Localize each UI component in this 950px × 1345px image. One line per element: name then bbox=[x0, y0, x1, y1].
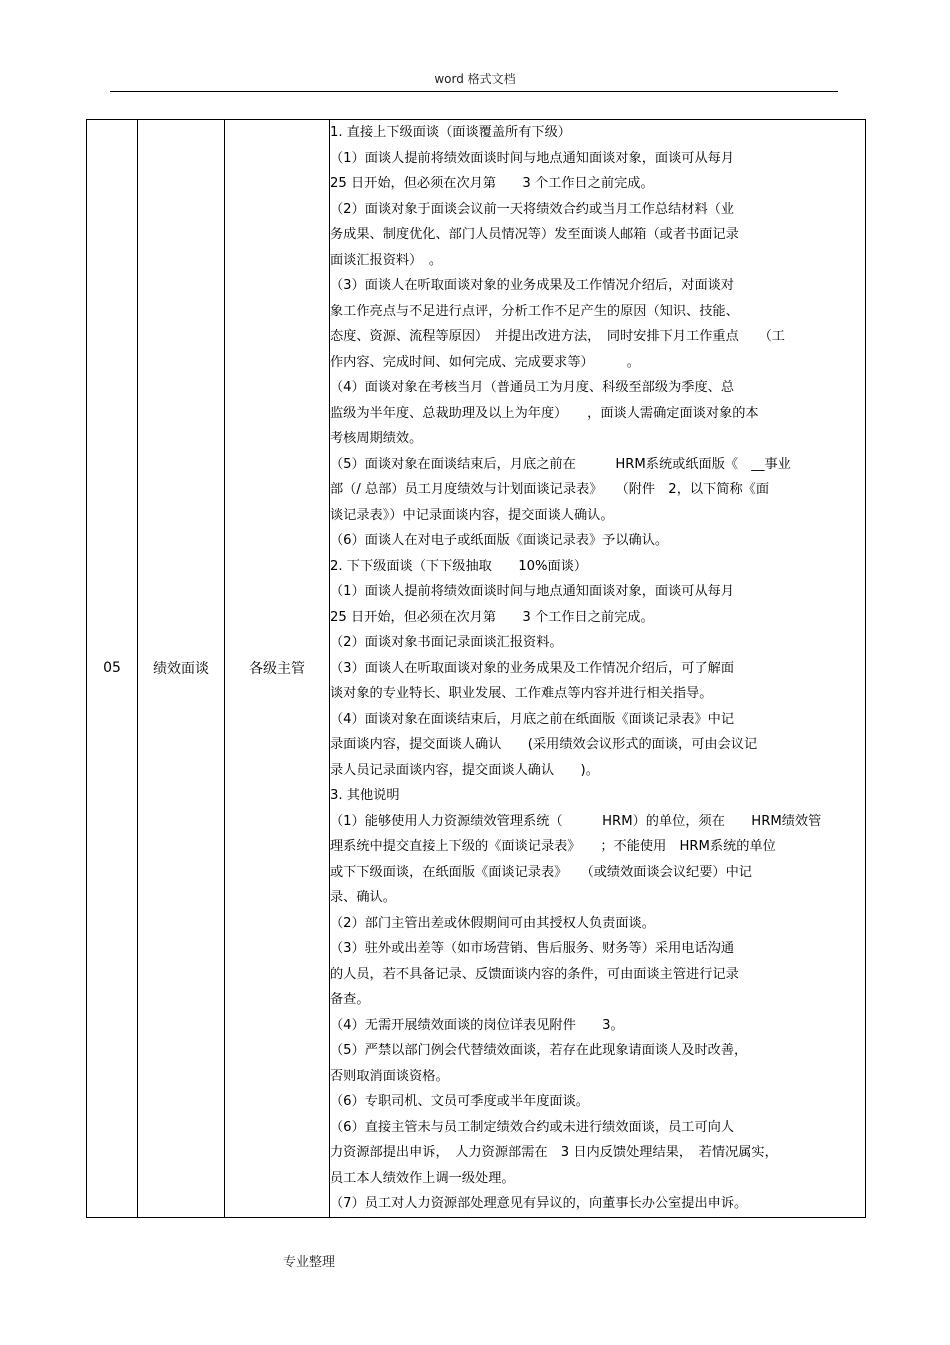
content-line: （7）员工对人力资源部处理意见有异议的，向董事长办公室提出申诉。 bbox=[330, 1196, 748, 1211]
content-line: （3）面谈人在听取面谈对象的业务成果及工作情况介绍后，可了解面 bbox=[330, 660, 735, 676]
content-line: 谈对象的专业特长、职业发展、工作难点等内容并进行相关指导。 bbox=[330, 686, 713, 701]
content-line: 25 日开始，但必须在次月第 3 个工作日之前完成。 bbox=[330, 176, 654, 191]
header-divider bbox=[110, 91, 838, 92]
content-line: 理系统中提交直接上下级的《面谈记录表》 ；不能使用 HRM系统的单位 bbox=[330, 839, 776, 854]
process-table bbox=[86, 119, 866, 1218]
content-line: 3. 其他说明 bbox=[330, 788, 400, 803]
content-line: 否则取消面谈资格。 bbox=[330, 1068, 449, 1084]
content-line: （1）能够使用人力资源绩效管理系统（ HRM）的单位，须在 HRM绩效管 bbox=[330, 813, 822, 829]
page-header: word 格式文档 bbox=[434, 72, 516, 86]
content-line: 谈记录表》）中记录面谈内容，提交面谈人确认。 bbox=[330, 507, 614, 523]
content-line: 部（/ 总部）员工月度绩效与计划面谈记录表》 （附件 2，以下简称《面 bbox=[330, 482, 770, 497]
content-line: 考核周期绩效。 bbox=[330, 431, 423, 446]
content-line: 的人员，若不具备记录、反馈面谈内容的条件，可由面谈主管进行记录 bbox=[330, 966, 739, 982]
content-line: 象工作亮点与不足进行点评，分析工作不足产生的原因（知识、技能、 bbox=[330, 303, 739, 319]
content-line: 录面谈内容，提交面谈人确认 (采用绩效会议形式的面谈，可由会议记 bbox=[330, 737, 758, 752]
content-line: （5）面谈对象在面谈结束后，月底之前在 HRM系统或纸面版《 __事业 bbox=[330, 456, 791, 472]
content-line: （5）严禁以部门例会代替绩效面谈，若存在此现象请面谈人及时改善， bbox=[330, 1043, 748, 1058]
table-row bbox=[87, 120, 866, 1218]
content-line: 或下下级面谈，在纸面版《面谈记录表》 （或绩效面谈会议纪要）中记 bbox=[330, 864, 752, 880]
content-line: （2）面谈对象书面记录面谈汇报资料。 bbox=[330, 635, 563, 650]
content-line: 监级为半年度、总裁助理及以上为年度） ，面谈人需确定面谈对象的本 bbox=[330, 405, 759, 421]
content-line: （3）面谈人在听取面谈对象的业务成果及工作情况介绍后，对面谈对 bbox=[330, 278, 735, 293]
content-line: 2. 下下级面谈（下下级抽取 10%面谈） bbox=[330, 558, 588, 574]
content-line: （1）面谈人提前将绩效面谈时间与地点通知面谈对象，面谈可从每月 bbox=[330, 150, 735, 166]
content-line: （6）面谈人在对电子或纸面版《面谈记录表》予以确认。 bbox=[330, 533, 669, 548]
row-content bbox=[330, 120, 866, 1218]
content-line: 1. 直接上下级面谈（面谈覆盖所有下级） bbox=[330, 125, 571, 140]
content-line: （4）无需开展绩效面谈的岗位详表见附件 3。 bbox=[330, 1017, 624, 1033]
row-number: 05 bbox=[87, 120, 138, 1218]
content-line: （6）直接主管未与员工制定绩效合约或未进行绩效面谈，员工可向人 bbox=[330, 1119, 735, 1135]
content-line: 态度、资源、流程等原因） 并提出改进方法， 同时安排下月工作重点 （工 bbox=[330, 329, 785, 344]
content-line: （4）面谈对象在考核当月（普通员工为月度、科级至部级为季度、总 bbox=[330, 380, 735, 395]
content-line: 录人员记录面谈内容，提交面谈人确认 )。 bbox=[330, 762, 599, 778]
page-footer: 专业整理 bbox=[283, 1255, 336, 1270]
content-line: 面谈汇报资料） 。 bbox=[330, 252, 443, 268]
content-lines bbox=[330, 120, 865, 1217]
content-line: （4）面谈对象在面谈结束后，月底之前在纸面版《面谈记录表》中记 bbox=[330, 711, 735, 727]
content-line: 备查。 bbox=[330, 992, 370, 1007]
row-responsible: 各级主管 bbox=[225, 120, 330, 1218]
content-line: 作内容、完成时间、如何完成、完成要求等） 。 bbox=[330, 354, 640, 370]
content-line: （2）面谈对象于面谈会议前一天将绩效合约或当月工作总结材料（业 bbox=[330, 201, 735, 217]
content-line: 务成果、制度优化、部门人员情况等）发至面谈人邮箱（或者书面记录 bbox=[330, 227, 739, 242]
row-item-name: 绩效面谈 bbox=[138, 120, 225, 1218]
content-line: 25 日开始，但必须在次月第 3 个工作日之前完成。 bbox=[330, 609, 654, 625]
content-line: （2）部门主管出差或休假期间可由其授权人负责面谈。 bbox=[330, 915, 655, 931]
content-line: 录、确认。 bbox=[330, 890, 396, 905]
content-line: 员工本人绩效作上调一级处理。 bbox=[330, 1170, 515, 1186]
content-line: 力资源部提出申诉， 人力资源部需在 3 日内反馈处理结果， 若情况属实， bbox=[330, 1145, 778, 1160]
content-line: （6）专职司机、文员可季度或半年度面谈。 bbox=[330, 1094, 589, 1109]
content-line: （1）面谈人提前将绩效面谈时间与地点通知面谈对象，面谈可从每月 bbox=[330, 584, 735, 599]
content-line: （3）驻外或出差等（如市场营销、售后服务、财务等）采用电话沟通 bbox=[330, 941, 735, 956]
